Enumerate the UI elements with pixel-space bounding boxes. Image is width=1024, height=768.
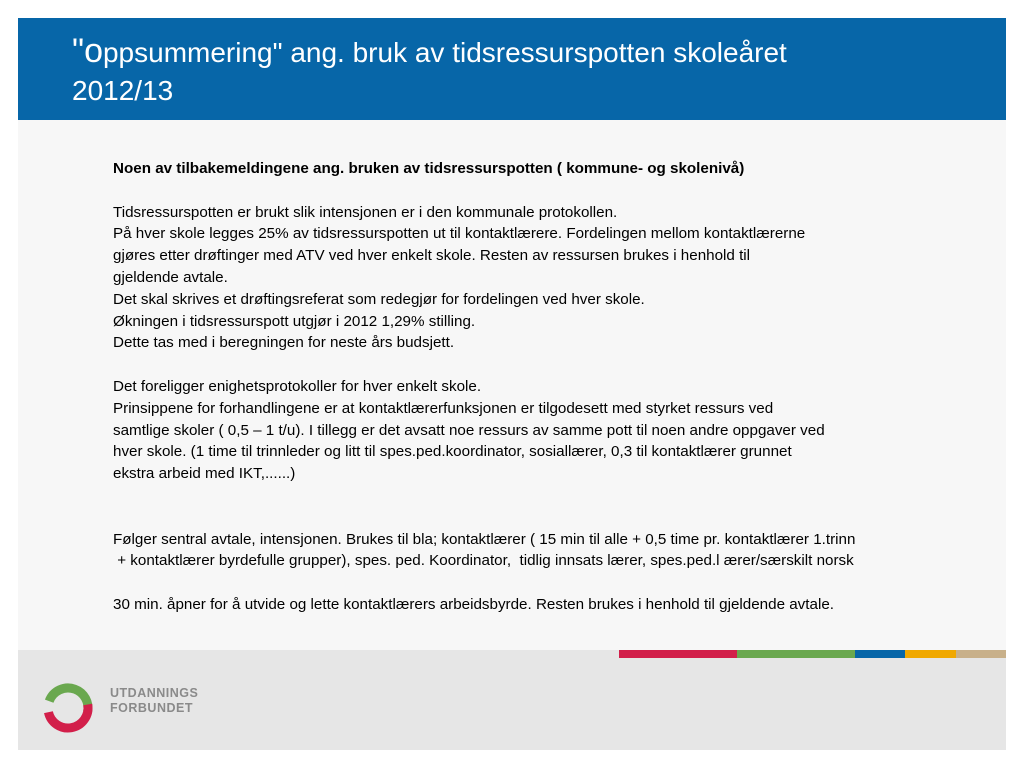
title-bar — [18, 18, 1006, 120]
text-line: Det skal skrives et drøftingsreferat som redegjør for fordelingen ved hver skole. — [113, 290, 645, 308]
text-line: 30 min. åpner for å utvide og lette kontaktlærers arbeidsbyrde. Resten brukes i henhold til gjeldende avtale. — [113, 595, 834, 613]
text-line: Det foreligger enighetsprotokoller for hver enkelt skole. — [113, 377, 482, 395]
slide-content — [113, 158, 1003, 616]
logo-wordmark — [110, 686, 198, 716]
text-line: gjeldende avtale. — [113, 268, 228, 286]
stripe-green — [737, 650, 855, 658]
slide — [18, 18, 1006, 750]
title-line1: ppsummering" ang. bruk av tidsressurspotten skoleåret — [102, 37, 787, 68]
text-line: gjøres etter drøftinger med ATV ved hver enkelt skole. Resten av ressursen brukes i henhold til — [113, 247, 751, 265]
text-line: samtlige skoler ( 0,5 – 1 t/u). I tillegg er det avsatt noe ressurs av samme pott til noen andre oppgaver ved — [113, 421, 825, 439]
text-line: Følger sentral avtale, intensjonen. Brukes til bla; kontaktlærer ( 15 min til alle + 0,5 time pr. kontaktlærer 1.trinn — [113, 530, 856, 548]
title-line2: 2012/13 — [72, 75, 174, 106]
content-heading: Noen av tilbakemeldingene ang. bruken av tidsressurspotten ( kommune- og skolenivå) — [113, 160, 745, 177]
text-line: + kontaktlærer byrdefulle grupper), spes. ped. Koordinator, tidlig innsats lærer, spes.ped.l ærer/særskilt norsk — [113, 552, 854, 570]
logo-line1: UTDANNINGS — [110, 686, 199, 700]
color-stripes — [619, 650, 1006, 658]
stripe-yellow — [905, 650, 956, 658]
text-line: På hver skole legges 25% av tidsressurspotten ut til kontaktlærere. Fordelingen mellom kontaktlærerne — [113, 225, 806, 243]
text-line: Tidsressurspotten er brukt slik intensjonen er i den kommunale protokollen. — [113, 203, 618, 221]
text-line: ekstra arbeid med IKT,......) — [113, 465, 296, 483]
text-line: Økningen i tidsressurspott utgjør i 2012 1,29% stilling. — [113, 312, 476, 330]
title-quote: "o — [72, 32, 103, 70]
logo-line2: FORBUNDET — [110, 701, 193, 715]
stripe-tan — [956, 650, 1006, 658]
text-line: Prinsippene for forhandlingene er at kontaktlærerfunksjonen er tilgodesett med styrket ressurs ved — [113, 399, 774, 417]
stripe-red — [619, 650, 737, 658]
text-line: Dette tas med i beregningen for neste års budsjett. — [113, 334, 455, 352]
stripe-blue — [855, 650, 905, 658]
utdanningsforbundet-logo-icon — [38, 674, 102, 738]
slide-title — [72, 32, 972, 110]
text-line: hver skole. (1 time til trinnleder og litt til spes.ped.koordinator, sosiallærer, 0,3 til kontaktlærer grunnet — [113, 443, 792, 461]
